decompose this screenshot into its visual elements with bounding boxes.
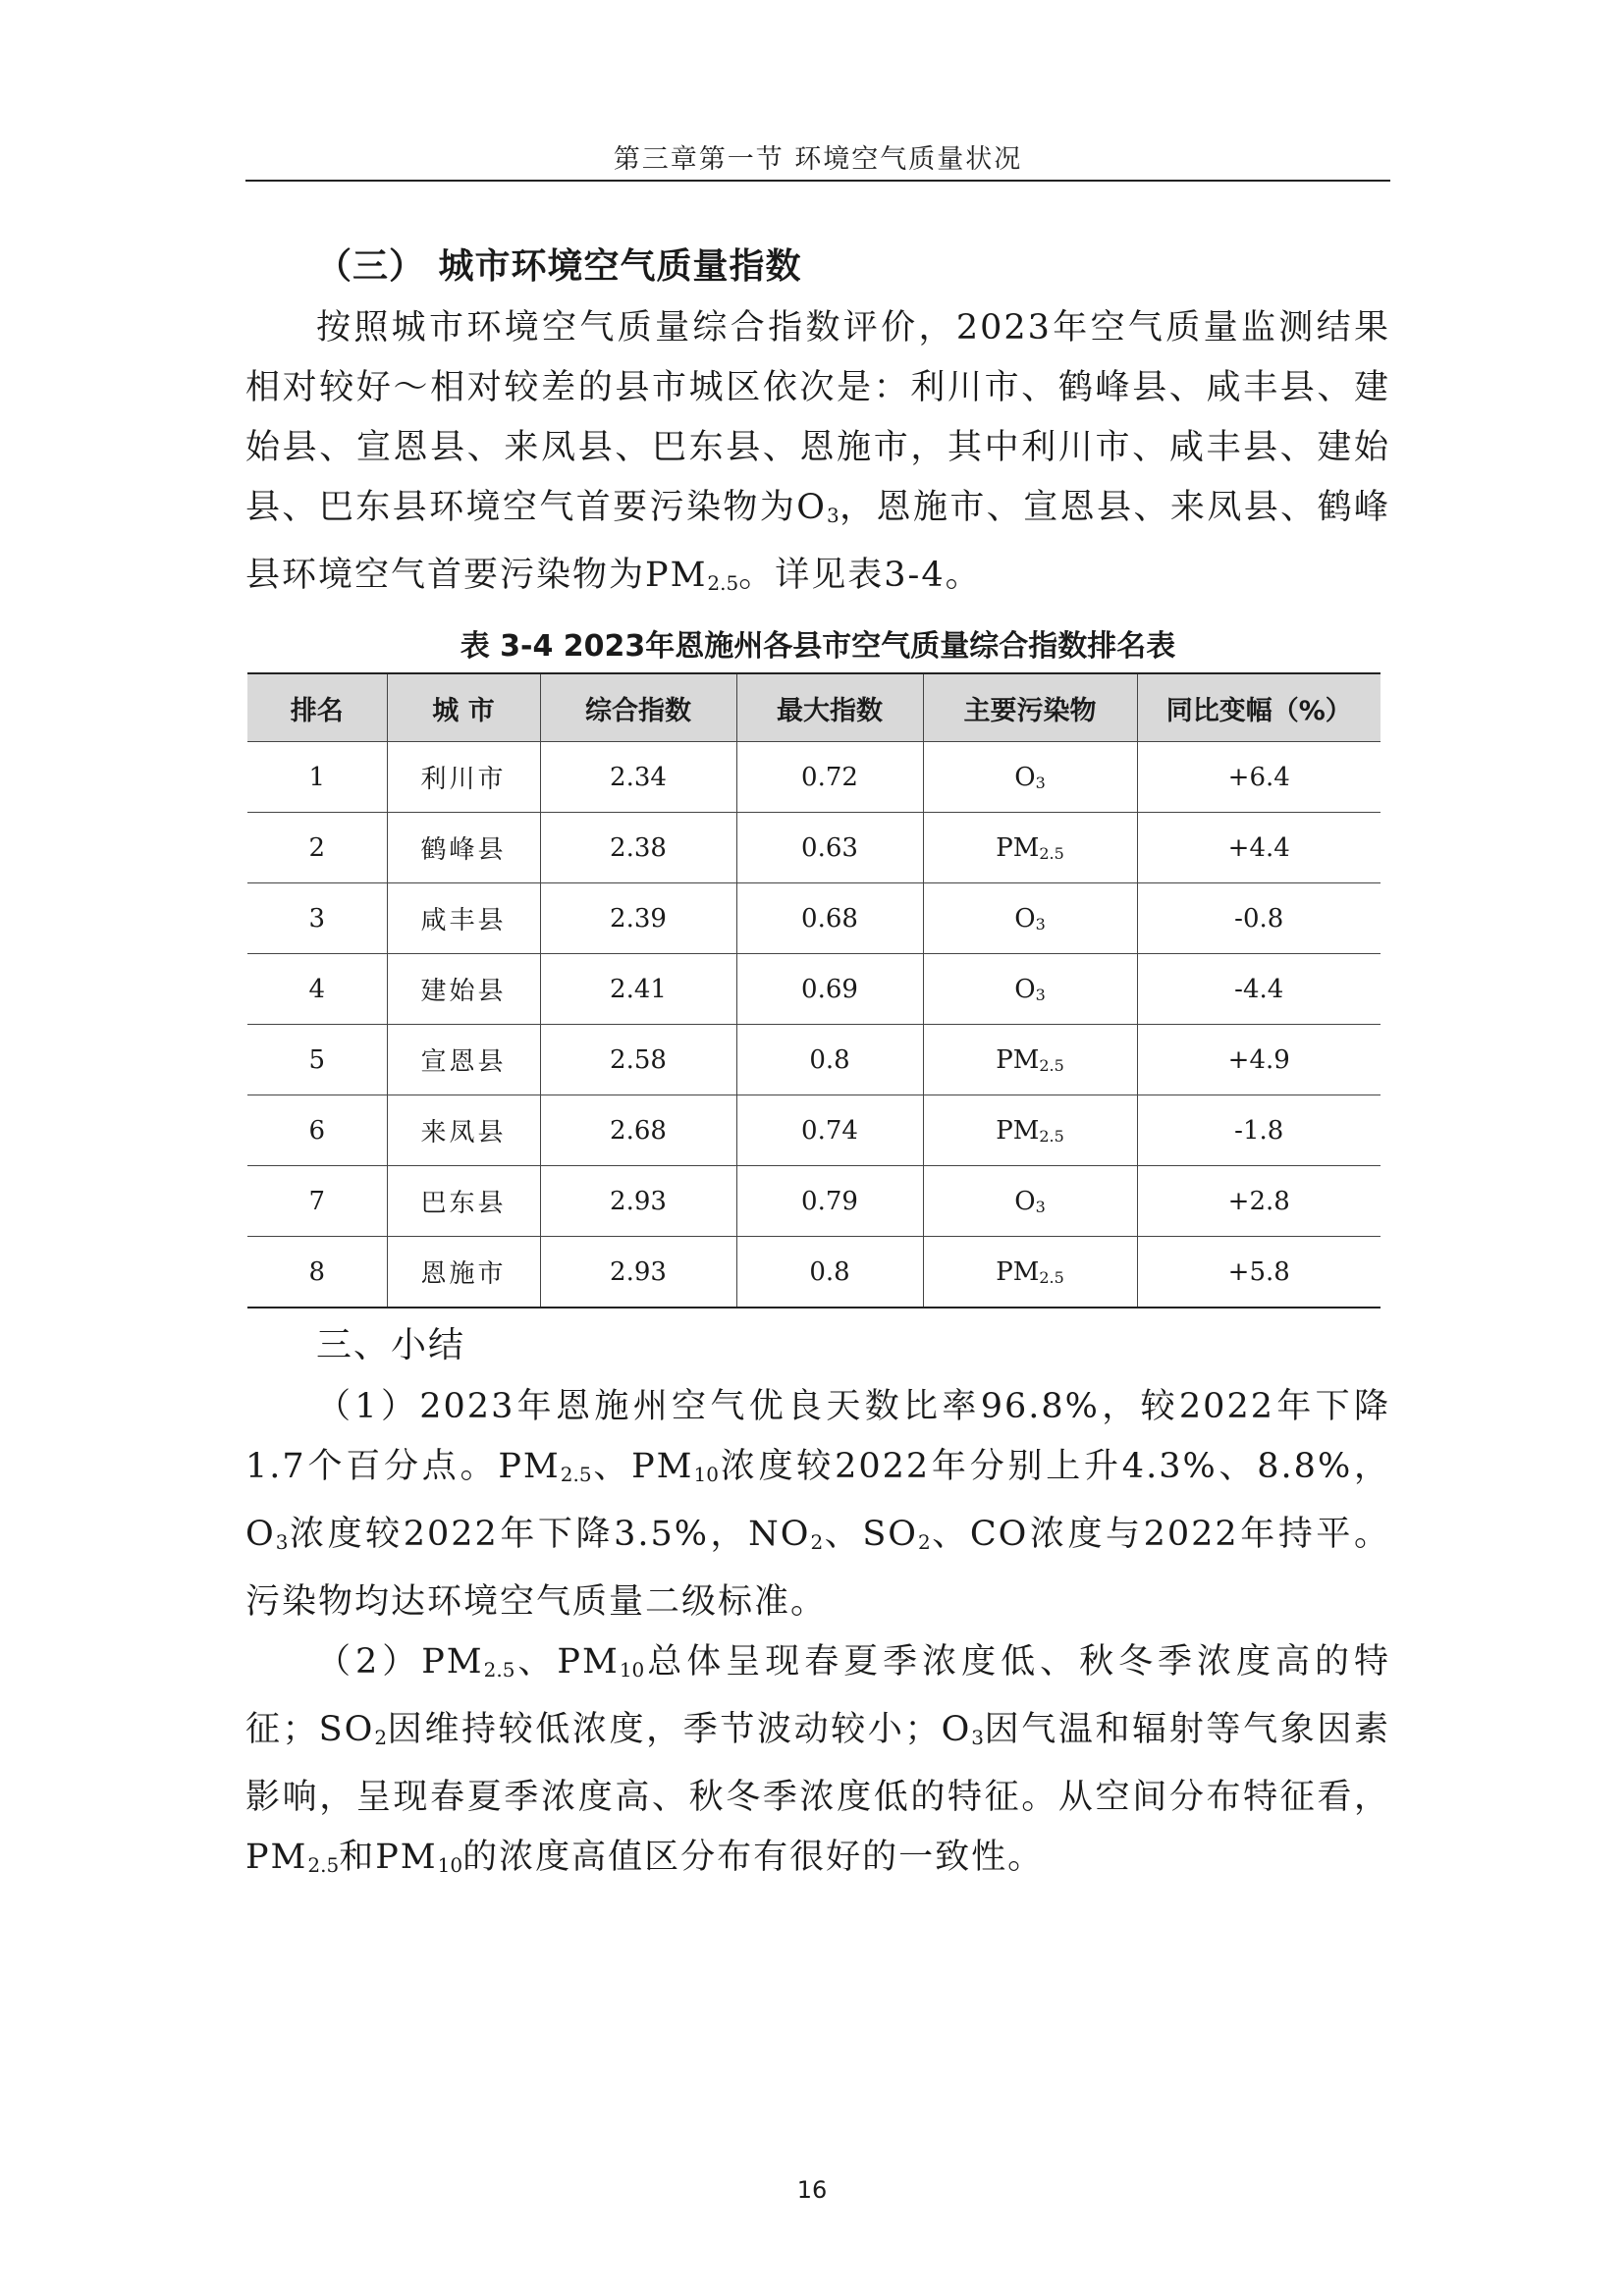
cell-index: 2.58: [540, 1025, 736, 1095]
summary-paragraph-1: （1）2023年恩施州空气优良天数比率96.8%，较2022年下降1.7个百分点。$PM_{2.5}$、$PM_{10}$浓度较2022年分别上升4.3%、8.8%，$O_3$浓度较2022年下降3.5%，$NO_2$、$SO_2$、CO浓度与2022年持平。污染物均达环境空气质量二级标准。: [245, 1387, 1390, 1622]
header-rank: 排名: [247, 673, 387, 742]
cell-pollutant: $O_3$: [923, 1166, 1137, 1237]
cell-pollutant: $PM_{2.5}$: [923, 1237, 1137, 1308]
section-heading: （三） 城市环境空气质量指数: [316, 246, 802, 287]
table-header-row: [247, 673, 1380, 742]
table-row: [247, 742, 1380, 813]
cell-rank: 2: [247, 813, 387, 883]
cell-max: 0.69: [736, 954, 923, 1025]
cell-city: 来凤县: [387, 1095, 540, 1166]
cell-rank: 7: [247, 1166, 387, 1237]
cell-index: 2.34: [540, 742, 736, 813]
running-header: 第三章第一节 环境空气质量状况: [613, 144, 1023, 175]
cell-rank: 1: [247, 742, 387, 813]
cell-pollutant: $O_3$: [923, 883, 1137, 954]
cell-index: 2.93: [540, 1166, 736, 1237]
cell-city: 利川市: [387, 742, 540, 813]
ranking-table: [247, 672, 1380, 1308]
cell-change: -4.4: [1137, 954, 1380, 1025]
section-paragraph: 按照城市环境空气质量综合指数评价，2023年空气质量监测结果相对较好～相对较差的县市城区依次是：利川市、鹤峰县、咸丰县、建始县、宣恩县、来凤县、巴东县、恩施市，其中利川市、咸丰县、建始县、巴东县环境空气首要污染物为$O_3$，恩施市、宣恩县、来凤县、鹤峰县环境空气首要污染物为$PM_{2.5}$。详见表3-4。: [245, 308, 1390, 595]
cell-change: +6.4: [1137, 742, 1380, 813]
table-caption: 表 3-4 2023年恩施州各县市空气质量综合指数排名表: [460, 629, 1176, 664]
cell-change: +4.4: [1137, 813, 1380, 883]
cell-rank: 5: [247, 1025, 387, 1095]
header-city: 城 市: [387, 673, 540, 742]
cell-change: -0.8: [1137, 883, 1380, 954]
cell-max: 0.72: [736, 742, 923, 813]
cell-max: 0.8: [736, 1237, 923, 1308]
cell-max: 0.79: [736, 1166, 923, 1237]
cell-index: 2.38: [540, 813, 736, 883]
cell-change: +2.8: [1137, 1166, 1380, 1237]
cell-rank: 3: [247, 883, 387, 954]
cell-city: 咸丰县: [387, 883, 540, 954]
page-number: 16: [796, 2176, 828, 2204]
table-row: [247, 1166, 1380, 1237]
cell-city: 建始县: [387, 954, 540, 1025]
cell-max: 0.8: [736, 1025, 923, 1095]
cell-rank: 8: [247, 1237, 387, 1308]
cell-rank: 6: [247, 1095, 387, 1166]
table-row: [247, 1095, 1380, 1166]
cell-pollutant: $PM_{2.5}$: [923, 1095, 1137, 1166]
table-row: [247, 883, 1380, 954]
header-main-pollutant: 主要污染物: [923, 673, 1137, 742]
cell-city: 鹤峰县: [387, 813, 540, 883]
cell-index: 2.39: [540, 883, 736, 954]
cell-max: 0.63: [736, 813, 923, 883]
cell-index: 2.93: [540, 1237, 736, 1308]
header-max-index: 最大指数: [736, 673, 923, 742]
cell-index: 2.68: [540, 1095, 736, 1166]
cell-city: 恩施市: [387, 1237, 540, 1308]
cell-pollutant: $O_3$: [923, 742, 1137, 813]
cell-change: +5.8: [1137, 1237, 1380, 1308]
summary-title: 三、小结: [316, 1325, 466, 1365]
header-rule: [245, 180, 1390, 182]
cell-change: +4.9: [1137, 1025, 1380, 1095]
table-row: [247, 813, 1380, 883]
table-row: [247, 1237, 1380, 1308]
table-row: [247, 954, 1380, 1025]
cell-index: 2.41: [540, 954, 736, 1025]
header-composite-index: 综合指数: [540, 673, 736, 742]
cell-max: 0.74: [736, 1095, 923, 1166]
summary-paragraph-2: $(2)PM_{2.5}$、$PM_{10}$总体呈现春夏季浓度低、秋冬季浓度高的特征；$SO_2$因维持较低浓度，季节波动较小；$O_3$因气温和辐射等气象因素影响，呈现春夏季浓度高、秋冬季浓度低的特征。从空间分布特征看，$PM_{2.5}$和$PM_{10}$的浓度高值区分布有很好的一致性。: [245, 1642, 1390, 1877]
cell-pollutant: $PM_{2.5}$: [923, 1025, 1137, 1095]
cell-rank: 4: [247, 954, 387, 1025]
header-yoy-change: 同比变幅（%）: [1137, 673, 1380, 742]
cell-city: 巴东县: [387, 1166, 540, 1237]
page-content: [245, 241, 1390, 1896]
cell-change: -1.8: [1137, 1095, 1380, 1166]
table-row: [247, 1025, 1380, 1095]
cell-city: 宣恩县: [387, 1025, 540, 1095]
cell-max: 0.68: [736, 883, 923, 954]
cell-pollutant: $PM_{2.5}$: [923, 813, 1137, 883]
cell-pollutant: $O_3$: [923, 954, 1137, 1025]
